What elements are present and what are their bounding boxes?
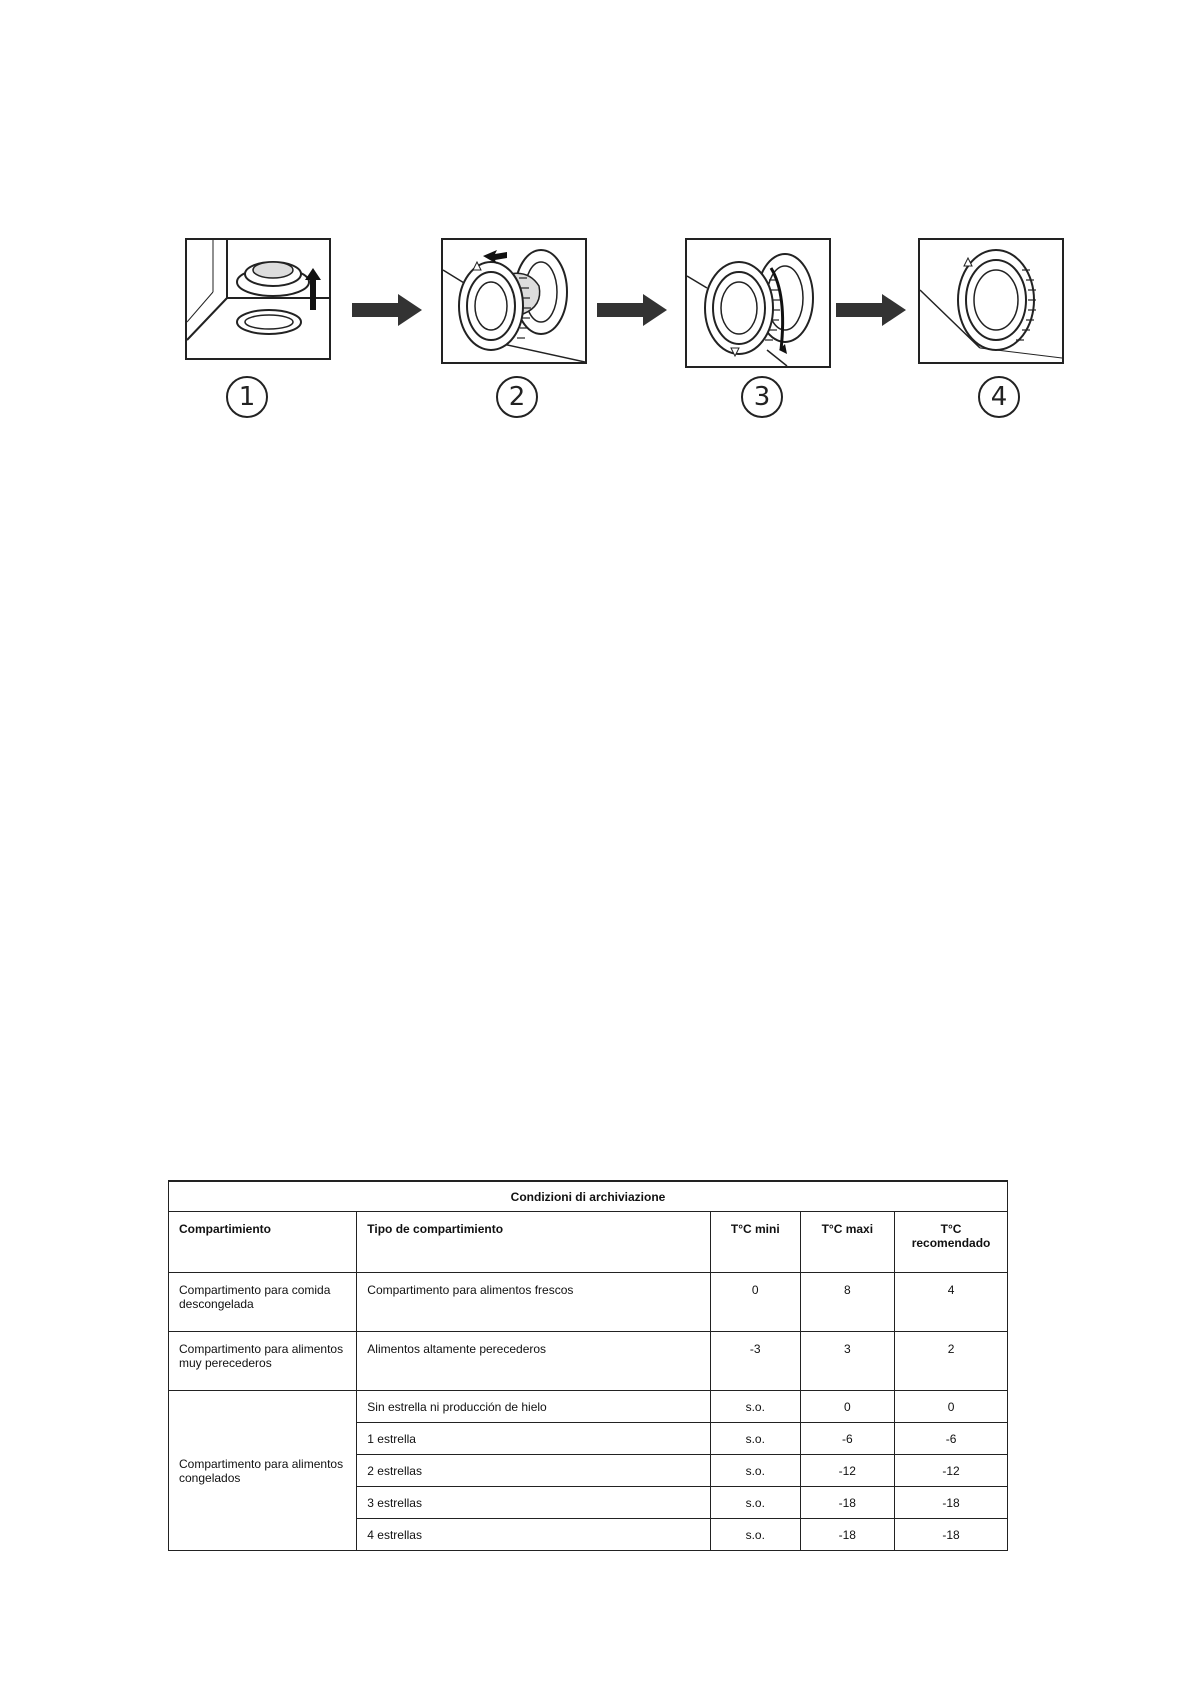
knob-installed-icon <box>920 240 1062 362</box>
next-arrow-icon <box>597 292 667 328</box>
table-row <box>169 1332 1008 1391</box>
cell-compartment: Compartimento para alimentos muy perecederos <box>169 1332 357 1391</box>
step-1-panel <box>185 238 331 360</box>
cell-tmin: s.o. <box>710 1487 800 1519</box>
cell-type: 1 estrella <box>357 1423 711 1455</box>
cell-tmax: -18 <box>800 1487 895 1519</box>
cell-type: 2 estrellas <box>357 1455 711 1487</box>
cell-tmax: -18 <box>800 1519 895 1551</box>
step-2-panel <box>441 238 587 364</box>
cell-type: Compartimento para alimentos frescos <box>357 1273 711 1332</box>
table-row <box>169 1273 1008 1332</box>
cell-tmin: -3 <box>710 1332 800 1391</box>
cell-tmax: -12 <box>800 1455 895 1487</box>
cell-trec: -18 <box>895 1487 1008 1519</box>
header-trec: T°C recomendado <box>895 1212 1008 1273</box>
cell-tmin: s.o. <box>710 1455 800 1487</box>
header-type: Tipo de compartimiento <box>357 1212 711 1273</box>
cell-tmax: -6 <box>800 1423 895 1455</box>
knob-insert-icon <box>443 240 585 362</box>
table-header-row <box>169 1212 1008 1273</box>
cell-tmin: s.o. <box>710 1391 800 1423</box>
header-tmin: T°C mini <box>710 1212 800 1273</box>
header-compartment: Compartimiento <box>169 1212 357 1273</box>
cell-type: 4 estrellas <box>357 1519 711 1551</box>
cell-trec: -12 <box>895 1455 1008 1487</box>
step-4-panel <box>918 238 1064 364</box>
cell-tmin: 0 <box>710 1273 800 1332</box>
table-row <box>169 1391 1008 1423</box>
knob-rotate-icon <box>687 240 829 366</box>
cell-type: Sin estrella ni producción de hielo <box>357 1391 711 1423</box>
knob-lift-icon <box>187 240 329 358</box>
cell-tmax: 0 <box>800 1391 895 1423</box>
cell-compartment-frozen: Compartimento para alimentos congelados <box>169 1391 357 1551</box>
table-title: Condizioni di archiviazione <box>169 1181 1008 1212</box>
step-number-4: 4 <box>978 376 1020 418</box>
cell-tmax: 8 <box>800 1273 895 1332</box>
header-tmax: T°C maxi <box>800 1212 895 1273</box>
cell-tmin: s.o. <box>710 1519 800 1551</box>
cell-type: 3 estrellas <box>357 1487 711 1519</box>
cell-trec: 4 <box>895 1273 1008 1332</box>
cell-tmin: s.o. <box>710 1423 800 1455</box>
installation-steps <box>0 0 1191 430</box>
step-number-3: 3 <box>741 376 783 418</box>
cell-trec: -6 <box>895 1423 1008 1455</box>
step-3-panel <box>685 238 831 368</box>
storage-conditions-table <box>168 1180 1008 1551</box>
step-number-1: 1 <box>226 376 268 418</box>
cell-trec: 2 <box>895 1332 1008 1391</box>
cell-trec: 0 <box>895 1391 1008 1423</box>
cell-tmax: 3 <box>800 1332 895 1391</box>
cell-compartment: Compartimento para comida descongelada <box>169 1273 357 1332</box>
next-arrow-icon <box>352 292 422 328</box>
next-arrow-icon <box>836 292 906 328</box>
cell-trec: -18 <box>895 1519 1008 1551</box>
step-number-2: 2 <box>496 376 538 418</box>
cell-type: Alimentos altamente perecederos <box>357 1332 711 1391</box>
